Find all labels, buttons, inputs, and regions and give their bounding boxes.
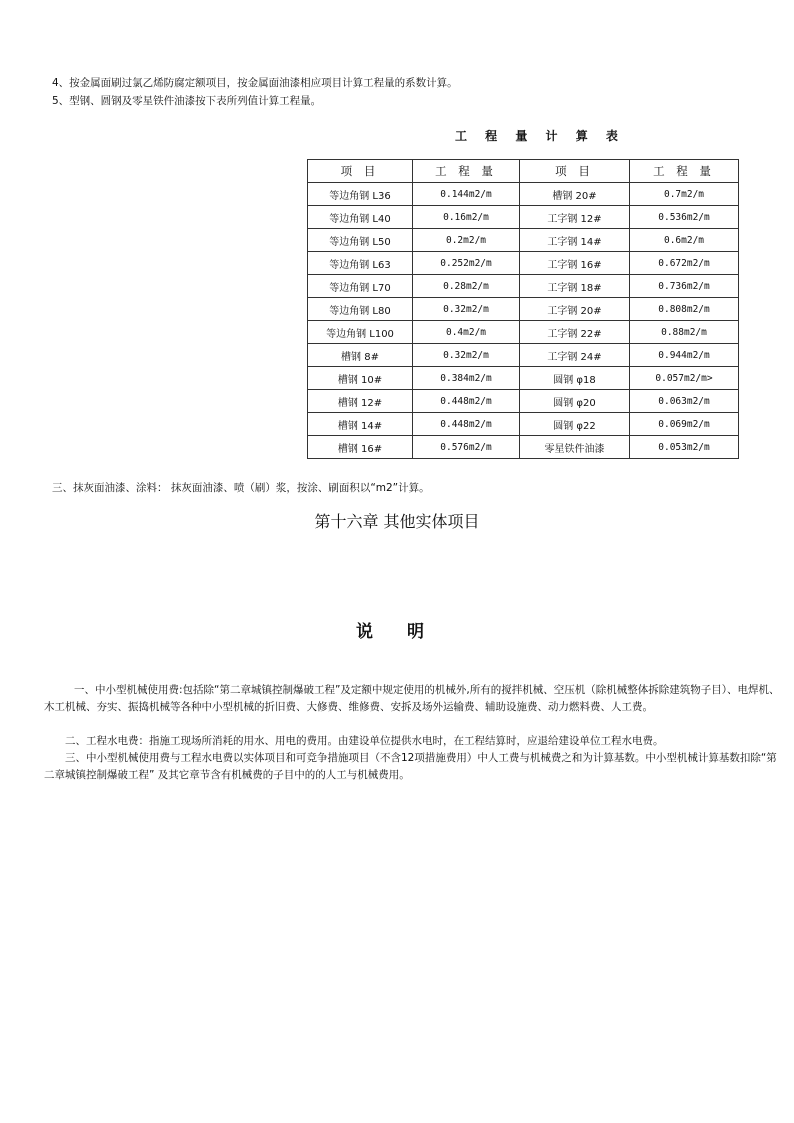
quantity-cell: 0.252m2/m [413,252,520,275]
item-cell: 圆钢 φ18 [520,367,630,390]
quantity-cell: 0.944m2/m [630,344,739,367]
table-title: 工 程 量 计 算 表 [455,129,625,143]
item-cell: 圆钢 φ20 [520,390,630,413]
item-cell: 等边角钢 L80 [308,298,413,321]
item-cell: 工字钢 14# [520,229,630,252]
quantity-cell: 0.384m2/m [413,367,520,390]
table-row [308,367,739,390]
item-cell: 工字钢 12# [520,206,630,229]
item-cell: 零星铁件油漆 [520,436,630,459]
item-cell: 工字钢 24# [520,344,630,367]
painting-note: 三、抹灰面油漆、涂料： 抹灰面油漆、喷（刷）浆，按涂、刷面积以“m2”计算。 [52,482,430,494]
quantity-calculation-table [307,159,739,459]
quantity-cell: 0.057m2/m> [630,367,739,390]
table-row [308,390,739,413]
table-row [308,206,739,229]
table-row [308,344,739,367]
quantity-cell: 0.4m2/m [413,321,520,344]
header-quantity-1: 工 程 量 [413,160,520,183]
table-header-row [308,160,739,183]
item-cell: 槽钢 8# [308,344,413,367]
header-quantity-2: 工 程 量 [630,160,739,183]
quantity-cell: 0.32m2/m [413,344,520,367]
table-row [308,183,739,206]
item-cell: 槽钢 10# [308,367,413,390]
quantity-cell: 0.6m2/m [630,229,739,252]
quantity-cell: 0.672m2/m [630,252,739,275]
table-row [308,229,739,252]
table-row [308,275,739,298]
chapter-title: 第十六章 其他实体项目 [314,512,480,531]
table-row [308,436,739,459]
quantity-cell: 0.2m2/m [413,229,520,252]
table-row [308,298,739,321]
note-4: 4、按金属面刷过氯乙烯防腐定额项目，按金属面油漆相应项目计算工程量的系数计算。 [52,77,458,89]
item-cell: 工字钢 22# [520,321,630,344]
item-cell: 工字钢 16# [520,252,630,275]
quantity-cell: 0.32m2/m [413,298,520,321]
item-cell: 槽钢 12# [308,390,413,413]
paragraph-machinery-fee: 一、中小型机械使用费:包括除“第二章城镇控制爆破工程”及定额中规定使用的机械外,所有的搅拌机械、空压机（除机械整体拆除建筑物子目）、电焊机、木工机械、夯实、振捣机械等各种中小型机械的折旧费、大修费、维修费、安拆及场外运输费、辅助设施费、动力燃料费、人工费。 [44,684,780,713]
table-row [308,413,739,436]
header-item-2: 项 目 [520,160,630,183]
item-cell: 等边角钢 L70 [308,275,413,298]
quantity-cell: 0.448m2/m [413,390,520,413]
item-cell: 工字钢 20# [520,298,630,321]
item-cell: 槽钢 16# [308,436,413,459]
quantity-cell: 0.144m2/m [413,183,520,206]
explanation-heading: 说 明 [356,622,438,642]
quantity-cell: 0.053m2/m [630,436,739,459]
note-5: 5、型钢、圆钢及零星铁件油漆按下表所列值计算工程量。 [52,95,322,107]
item-cell: 等边角钢 L36 [308,183,413,206]
item-cell: 等边角钢 L40 [308,206,413,229]
item-cell: 槽钢 14# [308,413,413,436]
item-cell: 等边角钢 L100 [308,321,413,344]
quantity-cell: 0.808m2/m [630,298,739,321]
quantity-cell: 0.736m2/m [630,275,739,298]
quantity-cell: 0.448m2/m [413,413,520,436]
paragraph-calculation-base: 三、中小型机械使用费与工程水电费以实体项目和可竞争措施项目（不含12项措施费用）中人工费与机械费之和为计算基数。中小型机械计算基数扣除“第二章城镇控制爆破工程” 及其它章节含有机械费的子目中的的人工与机械费用。 [44,752,777,781]
quantity-cell: 0.063m2/m [630,390,739,413]
item-cell: 圆钢 φ22 [520,413,630,436]
item-cell: 等边角钢 L50 [308,229,413,252]
header-item-1: 项 目 [308,160,413,183]
quantity-cell: 0.536m2/m [630,206,739,229]
paragraph-water-electricity-fee: 二、工程水电费：指施工现场所消耗的用水、用电的费用。由建设单位提供水电时，在工程结算时，应退给建设单位工程水电费。 [65,735,664,747]
table-row [308,321,739,344]
quantity-cell: 0.069m2/m [630,413,739,436]
table-row [308,252,739,275]
item-cell: 工字钢 18# [520,275,630,298]
quantity-cell: 0.576m2/m [413,436,520,459]
item-cell: 等边角钢 L63 [308,252,413,275]
quantity-cell: 0.16m2/m [413,206,520,229]
quantity-cell: 0.88m2/m [630,321,739,344]
quantity-cell: 0.7m2/m [630,183,739,206]
item-cell: 槽钢 20# [520,183,630,206]
quantity-cell: 0.28m2/m [413,275,520,298]
